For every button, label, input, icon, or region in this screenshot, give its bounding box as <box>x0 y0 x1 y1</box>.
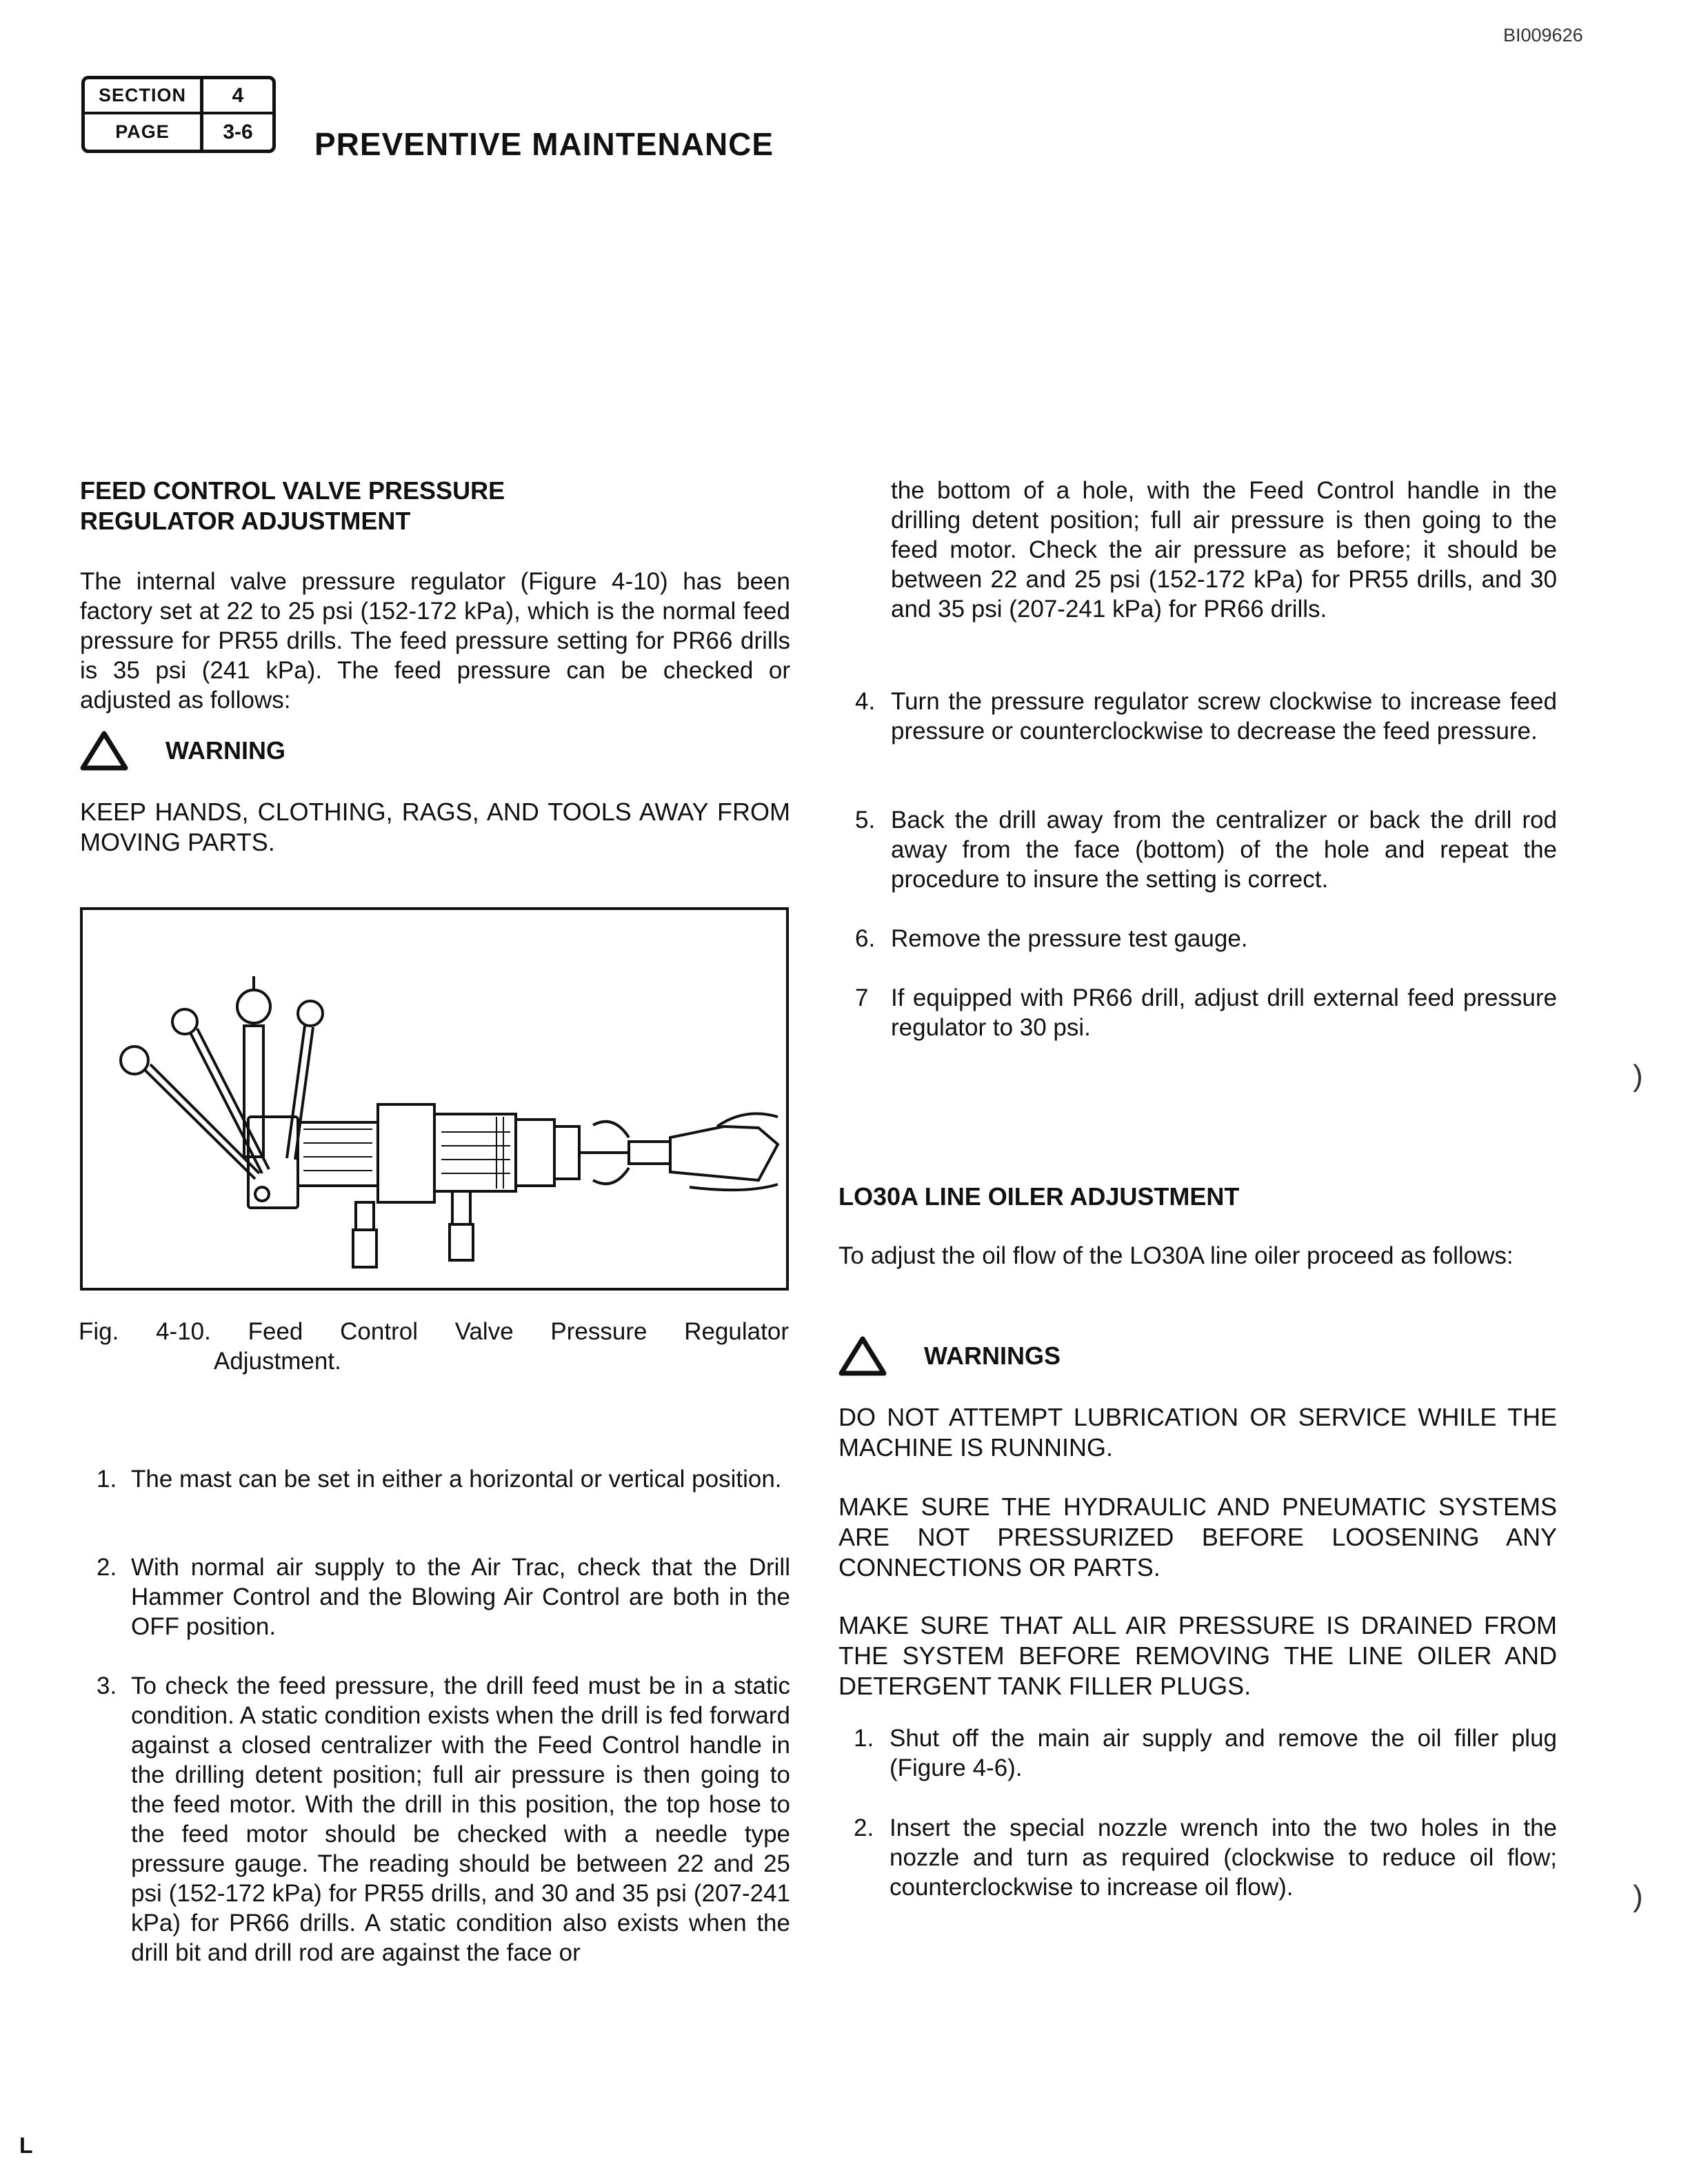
document-id: BI009626 <box>1503 25 1583 46</box>
feed-control-valve-illustration <box>83 910 786 1288</box>
caption-line-1: Fig. 4-10. Feed Control Valve Pressure Regulator <box>79 1318 789 1345</box>
step-text: To check the feed pressure, the drill feed must be in a static condition. A static condition exists when the drill is fed forward against a closed centralizer with the Feed Control handle in the drilling detent position; full air pressure is then going to the feed motor. With the drill in this position, the top hose to the feed motor should be checked with a needle type pressure gauge. The reading should be between 22 and 25 psi (152-172 kPa) for PR55 drills, and 30 and 35 psi (207-241 kPa) for PR66 drills. A static condition also exists when the drill bit and drill rod are against the face or <box>131 1672 790 1966</box>
page-title: PREVENTIVE MAINTENANCE <box>314 126 774 162</box>
warning-triangle-icon <box>80 731 128 771</box>
warning-heading <box>80 731 285 771</box>
feed-control-heading <box>80 476 790 536</box>
warnings-label: WARNINGS <box>924 1342 1061 1370</box>
oiler-heading: LO30A LINE OILER ADJUSTMENT <box>838 1182 1240 1211</box>
corner-mark: L <box>19 2133 33 2158</box>
heading-line-2: REGULATOR ADJUSTMENT <box>80 507 411 535</box>
step-text: Remove the pressure test gauge. <box>891 925 1248 952</box>
figure-4-10 <box>80 907 789 1291</box>
step-number: 2. <box>854 1814 874 1841</box>
step-number: 5. <box>855 807 876 833</box>
step-text: Shut off the main air supply and remove the oil filler plug (Figure 4-6). <box>890 1725 1557 1781</box>
feed-control-intro: The internal valve pressure regulator (Figure 4-10) has been factory set at 22 to 25 psi (152-172 kPa), which is the normal feed pressure for PR55 drills. The feed pressure setting for PR66 drills is 35 psi (241 kPa). The feed pressure can be checked or adjusted as follows: <box>80 568 790 714</box>
page-label: PAGE <box>85 114 203 150</box>
step-text: Turn the pressure regulator screw clockwise to increase feed pressure or counterclockwise to decrease the feed pressure. <box>891 688 1557 745</box>
warnings-heading <box>838 1336 1061 1376</box>
step-number: 4. <box>855 688 876 715</box>
step-text: With normal air supply to the Air Trac, check that the Drill Hammer Control and the Blowing Air Control are both in the OFF position. <box>131 1554 790 1640</box>
oiler-intro: To adjust the oil flow of the LO30A line oiler proceed as follows: <box>838 1242 1514 1269</box>
step-number: 7 <box>855 984 869 1011</box>
warning-label: WARNING <box>165 736 285 765</box>
step-number: 6. <box>855 925 876 952</box>
step-text: Insert the special nozzle wrench into the two holes in the nozzle and turn as required (clockwise to reduce oil flow; counterclockwise to increase oil flow). <box>890 1814 1557 1901</box>
step-number: 1. <box>854 1725 874 1752</box>
warning-text: MAKE SURE THE HYDRAULIC AND PNEUMATIC SYSTEMS ARE NOT PRESSURIZED BEFORE LOOSENING ANY CONNECTIONS OR PARTS. <box>838 1493 1557 1581</box>
warning-triangle-icon <box>838 1336 887 1376</box>
step-number: 3. <box>97 1672 117 1699</box>
warning-text: DO NOT ATTEMPT LUBRICATION OR SERVICE WHILE THE MACHINE IS RUNNING. <box>838 1403 1557 1462</box>
step-text: Back the drill away from the centralizer or back the drill rod away from the face (bottom) of the hole and repeat the procedure to insure the setting is correct. <box>891 807 1557 893</box>
continuation-text: the bottom of a hole, with the Feed Control handle in the drilling detent position; full air pressure is then going to the feed motor. Check the air pressure as before; it should be between 22 and 25 psi (152-172 kPa) for PR55 drills, and 30 and 35 psi (207-241 kPa) for PR66 drills. <box>891 477 1557 623</box>
figure-caption <box>79 1317 789 1376</box>
warning-text: KEEP HANDS, CLOTHING, RAGS, AND TOOLS AWAY FROM MOVING PARTS. <box>80 798 790 856</box>
margin-paren-mark: ) <box>1633 1059 1643 1093</box>
margin-paren-mark: ) <box>1633 1879 1643 1913</box>
step-number: 2. <box>97 1554 117 1581</box>
warning-text: MAKE SURE THAT ALL AIR PRESSURE IS DRAINED FROM THE SYSTEM BEFORE REMOVING THE LINE OILER AND DETERGENT TANK FILLER PLUGS. <box>838 1611 1557 1700</box>
step-text: The mast can be set in either a horizontal or vertical position. <box>131 1466 782 1493</box>
step-text: If equipped with PR66 drill, adjust drill external feed pressure regulator to 30 psi. <box>891 984 1557 1041</box>
section-page-box <box>81 76 276 153</box>
caption-line-2: Adjustment. <box>214 1348 341 1375</box>
section-label: SECTION <box>85 79 203 112</box>
page-value: 3-6 <box>223 120 253 143</box>
heading-line-1: FEED CONTROL VALVE PRESSURE <box>80 476 505 505</box>
section-value: 4 <box>232 83 244 107</box>
step-number: 1. <box>97 1466 117 1493</box>
